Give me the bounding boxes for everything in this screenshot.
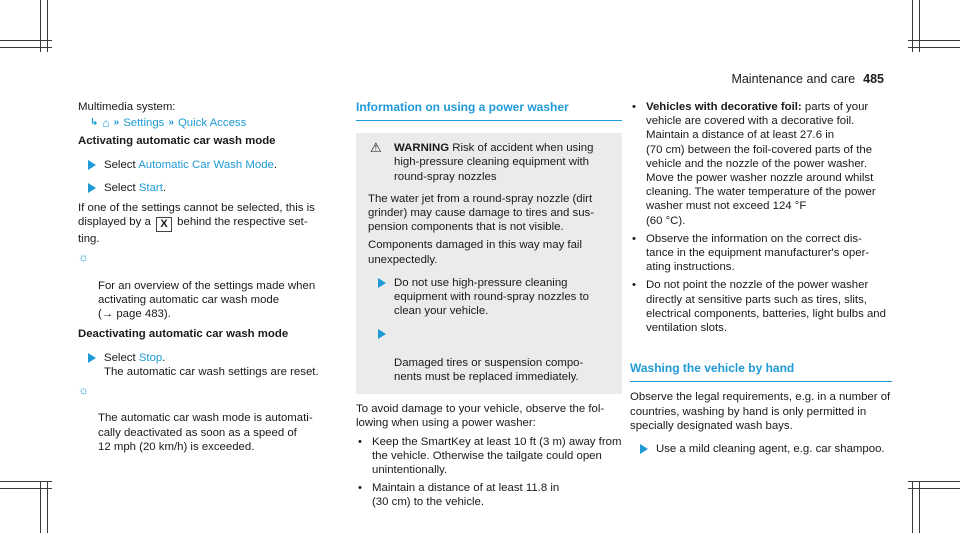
step-select-start [78,181,340,195]
step-arrow-icon [88,353,96,363]
hand-wash-paragraph: Observe the legal requirements, e.g. in a number of countries, washing by hand is only permitted in specially designated wash bays. [630,391,891,432]
step-text: Select [104,181,139,194]
paragraph-text: If one of the settings cannot be selected, this is displayed by a [78,202,315,229]
warning-step [368,327,610,384]
warning-header [368,141,610,184]
warning-step [368,276,610,319]
step-cleaning-agent [630,442,892,456]
warning-title: WARNING [394,142,450,155]
chevron-icon: » [113,117,120,129]
column-middle [356,100,622,510]
info-icon: ☼ [78,250,89,265]
list-item-text: parts of your vehicle are covered with a decorative foil. Maintain a distance of at least 27.6 in (70 cm) between the foil-covered parts of the vehicle and the nozzle of the power washer. Move the power washer nozzle around whilst cleaning. The water temperature of the power washer must not exceed 124 °F (60 °C). [646,101,876,227]
step-select-stop [78,351,340,379]
info-icon: ☼ [78,383,89,398]
step-text: . [162,351,166,364]
paragraph-text: behind the respective set- ting. [78,216,308,246]
warning-icon: ⚠ [370,140,382,156]
step-text: Use a mild cleaning agent, e.g. car shampoo. [656,443,885,456]
list-item: • Maintain a distance of at least 11.8 in (30 cm) to the vehicle. [356,481,622,509]
menu-path [78,116,340,130]
settings-link[interactable]: Settings [123,117,165,130]
x-icon: X [156,217,172,232]
step-arrow-icon [378,329,386,339]
start-link[interactable]: Start [138,181,163,194]
crop-mark [908,481,960,482]
intro-paragraph: To avoid damage to your vehicle, observe the fol- lowing when using a power washer: [356,403,605,430]
note-text: For an overview of the settings made when activating automatic car wash mode (→ page 483). [98,279,316,321]
crop-mark [912,481,913,533]
stop-link[interactable]: Stop [138,351,163,364]
list-item: • Do not point the nozzle of the power washer directly at sensitive parts such as tires, slits, electrical components, batteries, light bulbs and ventilation slots. [630,278,892,335]
warning-paragraph: The water jet from a round-spray nozzle (dirt grinder) may cause damage to tires and sus- pension components that is not visible. [368,192,595,234]
step-result-text: The automatic car wash settings are reset. [104,365,319,378]
home-icon[interactable]: ⌂ [102,116,110,131]
step-text: Select [104,351,139,364]
crop-mark [0,40,52,41]
activating-heading: Activating automatic car wash mode [78,135,276,148]
section-title: Maintenance and care [731,72,856,86]
warning-text: Risk of accident when using high-pressure cleaning equipment with round-spray nozzles [394,142,594,183]
note-overview [78,250,340,321]
chevron-icon: » [168,117,174,129]
step-arrow-icon [88,183,96,193]
select-info-paragraph [78,201,340,246]
step-text: . [162,181,167,194]
step-arrow-icon [378,278,386,288]
crop-mark [0,488,52,489]
warning-paragraph: Components damaged in this way may fail unexpectedly. [368,239,582,266]
crop-mark [919,0,920,52]
crop-mark [40,0,41,52]
column-left [78,100,340,454]
section-heading: Washing the vehicle by hand [630,361,892,382]
note-text: The automatic car wash mode is automati- cally deactivated as soon as a speed of 12 mph (20 km/h) is exceeded. [98,412,313,453]
page-number: 485 [863,72,884,86]
list-item-bold: Vehicles with decorative foil: [646,101,802,113]
crop-mark [908,40,960,41]
column-right [630,100,892,456]
section-heading: Information on using a power washer [356,100,622,121]
crop-mark [47,481,48,533]
path-arrow-icon: ↳ [90,117,99,129]
list-item: • Observe the information on the correct dis- tance in the equipment manufacturer's oper- ating instructions. [630,232,892,275]
step-arrow-icon [88,160,96,170]
step-text: Damaged tires or suspension compo- nents must be replaced immediately. [394,356,584,384]
system-label: Multimedia system: [78,101,176,113]
car-wash-mode-link[interactable]: Automatic Car Wash Mode [138,158,274,171]
deactivating-heading: Deactivating automatic car wash mode [78,328,289,341]
crop-mark [0,47,52,48]
crop-mark [0,481,52,482]
crop-mark [47,0,48,52]
quick-access-link[interactable]: Quick Access [177,117,247,130]
step-arrow-icon [640,444,648,454]
crop-mark [908,47,960,48]
page-header [731,72,884,86]
list-item [630,100,892,228]
crop-mark [908,488,960,489]
note-auto-deactivate [78,383,340,454]
list-item: • Keep the SmartKey at least 10 ft (3 m) away from the vehicle. Otherwise the tailgate could open unintentionally. [356,435,622,478]
crop-mark [912,0,913,52]
step-select-car-wash [78,158,340,172]
warning-box [356,133,622,394]
step-text: Do not use high-pressure cleaning equipment with round-spray nozzles to clean your vehicle. [394,276,590,318]
step-text: Select [104,158,139,171]
step-text: . [273,158,278,171]
